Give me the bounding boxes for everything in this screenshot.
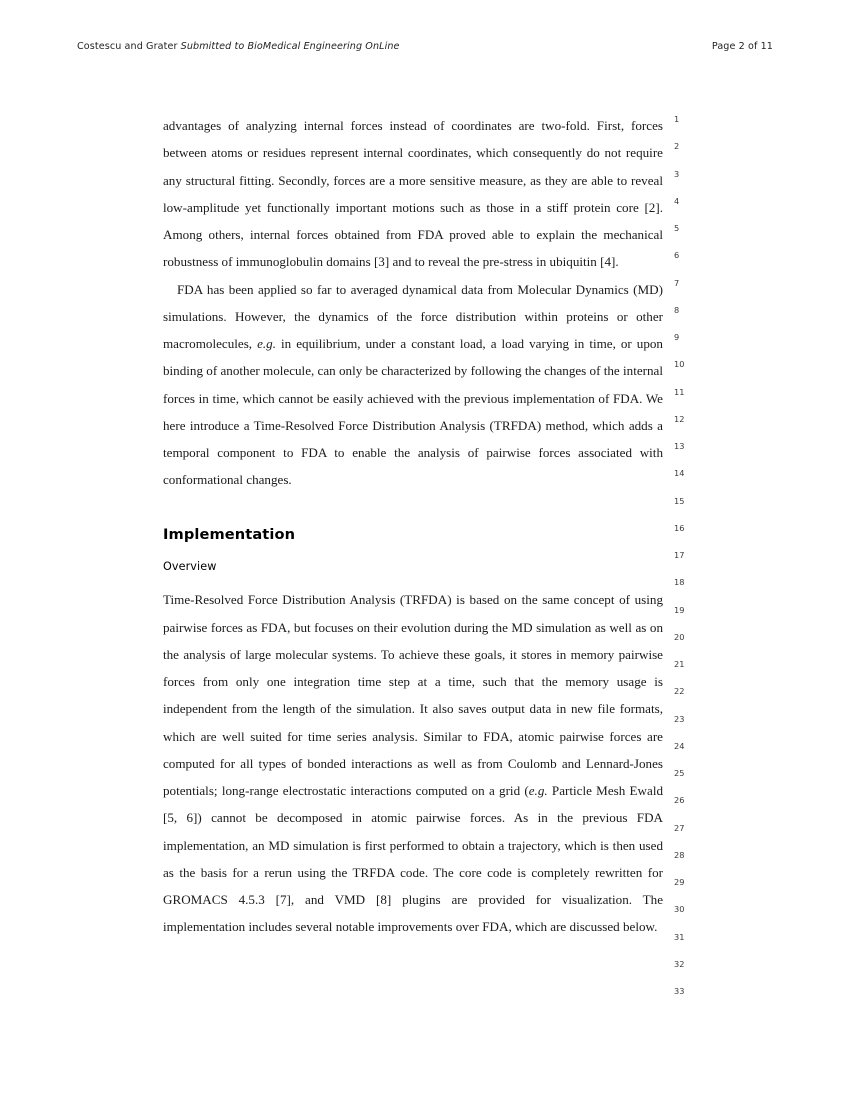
line-number: 28 bbox=[674, 849, 685, 860]
line-number: 3 bbox=[674, 168, 680, 179]
header-page-label: Page 2 of 11 bbox=[711, 41, 773, 52]
line-number: 9 bbox=[674, 332, 680, 342]
line-number: 12 bbox=[674, 413, 685, 424]
line-number: 24 bbox=[674, 740, 685, 751]
line-number: 31 bbox=[674, 931, 685, 942]
header-authors: Costescu and Grater bbox=[77, 41, 178, 52]
line-number: 21 bbox=[674, 659, 685, 669]
paragraph-1-text: advantages of analyzing internal forces instead of coordinates are two-fold. First, forces between atoms or residues represent internal coordinates, which consequently do not require any structural fitting. Secondly, forces are a more sensitive measure, as they are able to reveal low-amplitude yet functionally important motions such as those in a stiff protein core [2]. Among others, internal forces obtained from FDA proved able to explain the mechanical robustness of immunoglobulin domains [3] and to reveal the pre-stress in ubiquitin [4]. bbox=[163, 118, 663, 270]
line-number: 4 bbox=[674, 195, 680, 206]
sub-heading-overview: Overview bbox=[163, 560, 217, 573]
paragraph-3-text-b: Particle Mesh Ewald [5, 6]) cannot be decomposed in atomic pairwise forces. As in the previous FDA implementation, an MD simulation is first performed to obtain a trajectory, which is then used as the basis for a rerun using the TRFDA code. The core code is completely rewritten for GROMACS 4.5.3 [7], and VMD [8] plugins are provided for visualization. The implementation includes several notable improvements over FDA, which are discussed below. bbox=[163, 783, 664, 935]
paragraph-3-text-a: Time-Resolved Force Distribution Analysis (TRFDA) is based on the same concept of using pairwise forces as FDA, but focuses on their evolution during the MD simulation as well as on the analysis of large molecular systems. To achieve these goals, it stores in memory pairwise forces from only one integration time step at a time, such that the memory usage is independent from the length of the simulation. It also saves output data in new file formats, which are well suited for time series analysis. Similar to FDA, atomic pairwise forces are computed for all types of bonded interactions as well as from Coulomb and Lennard-Jones potentials; long-range electrostatic interactions computed on a grid ( bbox=[163, 592, 663, 798]
paragraph-trfda-overview bbox=[163, 586, 663, 940]
line-number: 13 bbox=[674, 441, 685, 451]
line-number: 23 bbox=[674, 713, 685, 724]
line-number: 30 bbox=[674, 904, 685, 915]
paragraph-2-text-b: in equilibrium, under a constant load, a load varying in time, or upon binding of another molecule, can only be characterized by following the changes of the internal forces in time, which cannot be easily achieved with the previous implementation of FDA. We here introduce a Time-Resolved Force Distribution Analysis (TRFDA) method, which adds a temporal component to FDA to enable the analysis of pairwise forces associated with conformational changes. bbox=[163, 336, 663, 488]
line-number: 22 bbox=[674, 686, 685, 697]
line-number: 15 bbox=[674, 495, 685, 506]
line-number: 25 bbox=[674, 768, 685, 778]
line-number: 14 bbox=[674, 468, 685, 479]
line-number: 1 bbox=[674, 114, 680, 124]
line-number: 7 bbox=[674, 277, 680, 288]
paragraph-continuation bbox=[163, 112, 663, 276]
paragraph-2-text-a: FDA has been applied so far to averaged dynamical data from Molecular Dynamics (MD) simulations. However, the dynamics of the force distribution within proteins or other macromolecules, bbox=[163, 281, 663, 351]
line-number: 33 bbox=[674, 986, 685, 996]
line-number: 10 bbox=[674, 359, 685, 370]
line-number: 5 bbox=[674, 223, 680, 233]
line-number: 27 bbox=[674, 822, 685, 833]
text-column bbox=[163, 112, 663, 941]
header-left bbox=[77, 41, 400, 52]
paragraph-3-eg: e.g. bbox=[528, 783, 548, 798]
header-journal-title: Submitted to BioMedical Engineering OnLine bbox=[180, 41, 400, 52]
line-number: 8 bbox=[674, 304, 680, 315]
section-heading-implementation: Implementation bbox=[163, 525, 296, 543]
line-number: 17 bbox=[674, 550, 685, 560]
line-number: 18 bbox=[674, 577, 685, 588]
line-number: 11 bbox=[674, 386, 685, 397]
line-number: 2 bbox=[674, 141, 680, 152]
line-number: 20 bbox=[674, 631, 685, 642]
line-number: 32 bbox=[674, 958, 685, 969]
line-number: 29 bbox=[674, 877, 685, 887]
line-number-gutter bbox=[674, 112, 700, 1011]
paragraph-fda-applied bbox=[163, 276, 663, 494]
line-number: 19 bbox=[674, 604, 685, 615]
line-number: 16 bbox=[674, 522, 685, 533]
paragraph-2-eg: e.g. bbox=[257, 336, 276, 351]
heading-spacer bbox=[163, 494, 663, 521]
running-header bbox=[77, 41, 773, 57]
line-number: 6 bbox=[674, 250, 680, 261]
line-number: 26 bbox=[674, 795, 685, 806]
